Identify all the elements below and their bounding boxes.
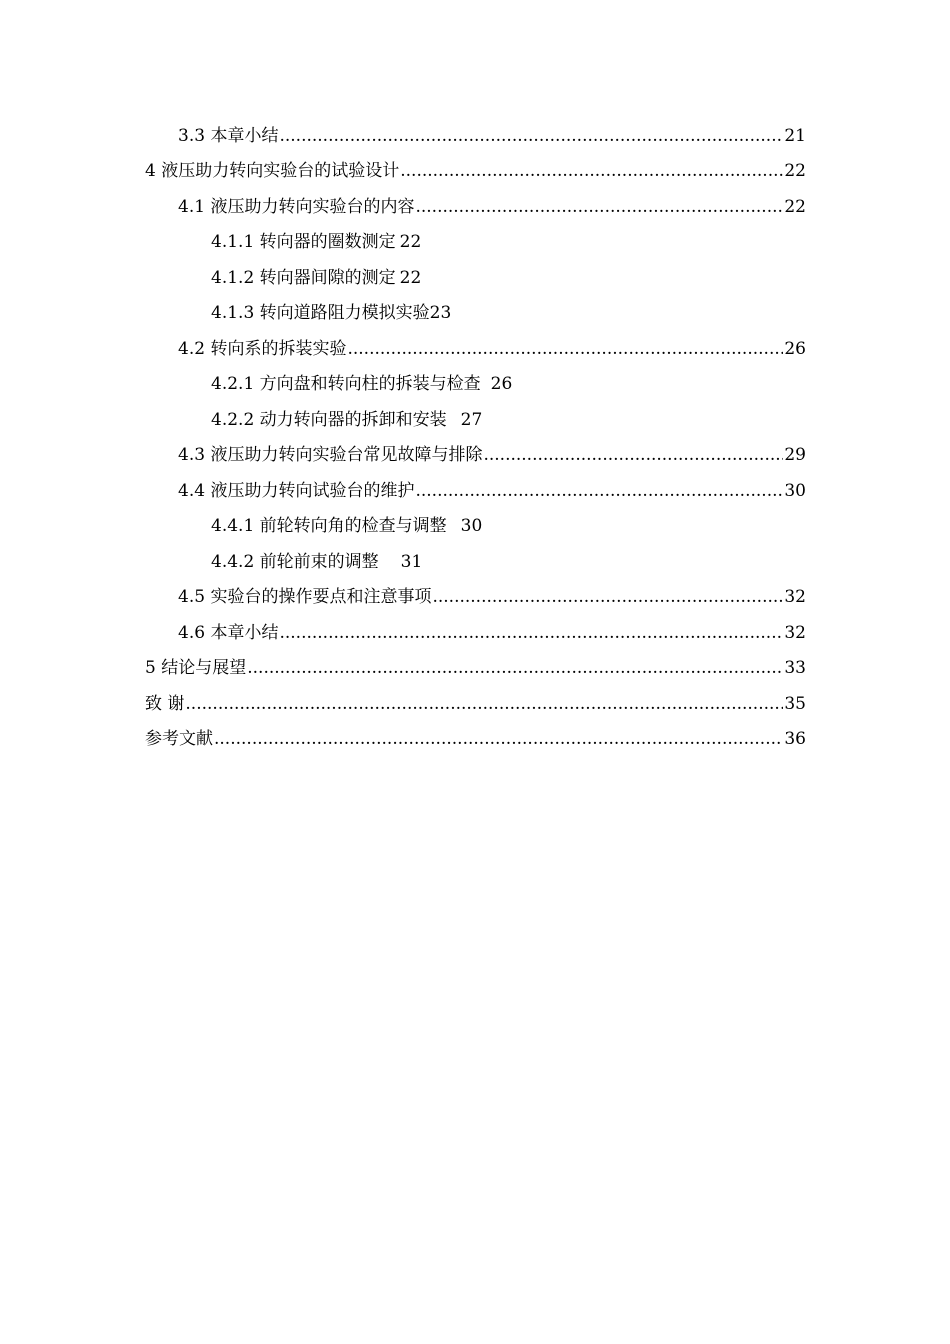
toc-entry-references[interactable] (0, 722, 806, 758)
toc-entry-4-1-3[interactable] (0, 296, 950, 332)
toc-entry-title: 4.2 转向系的拆装实验 (178, 338, 347, 359)
toc-dot-leader (415, 197, 783, 217)
toc-entry-4-2-2[interactable] (0, 402, 950, 438)
toc-dot-leader (279, 623, 783, 643)
toc-entry-title: 4.2.2 动力转向器的拆卸和安装 (211, 409, 447, 430)
toc-entry-4-4-2[interactable] (0, 544, 950, 580)
toc-entry-title: 4.1 液压助力转向实验台的内容 (178, 196, 415, 217)
toc-page-number: 26 (490, 374, 513, 395)
toc-entry-4[interactable] (0, 154, 806, 190)
toc-page-number: 27 (460, 409, 483, 430)
toc-page-number: 22 (784, 196, 806, 217)
toc-page-number: 23 (429, 303, 452, 324)
toc-entry-title: 4.4.2 前轮前束的调整 (211, 551, 379, 572)
toc-page-number: 22 (399, 232, 422, 253)
toc-dot-leader (185, 694, 783, 714)
toc-entry-4-1[interactable] (0, 189, 806, 225)
toc-entry-title: 4.1.2 转向器间隙的测定 (211, 267, 396, 288)
toc-entry-4-3[interactable] (0, 438, 806, 474)
toc-page-number: 21 (784, 125, 806, 146)
toc-page-number: 30 (460, 516, 483, 537)
toc-dot-leader (400, 161, 783, 181)
toc-entry-title: 5 结论与展望 (145, 658, 247, 679)
toc-entry-4-6[interactable] (0, 615, 806, 651)
toc-entry-3-3[interactable] (0, 118, 806, 154)
toc-page-number: 35 (784, 693, 806, 714)
toc-entry-title: 致 谢 (145, 693, 185, 714)
toc-entry-4-2-1[interactable] (0, 367, 950, 403)
toc-entry-4-1-1[interactable] (0, 225, 950, 261)
toc-page-number: 31 (400, 551, 423, 572)
toc-entry-5[interactable] (0, 651, 806, 687)
toc-entry-acknowledgements[interactable] (0, 686, 806, 722)
toc-entry-title: 4 液压助力转向实验台的试验设计 (145, 161, 400, 182)
toc-page-number: 32 (784, 587, 806, 608)
toc-entry-4-2[interactable] (0, 331, 806, 367)
table-of-contents (0, 118, 950, 757)
toc-entry-title: 4.1.1 转向器的圈数测定 (211, 232, 396, 253)
toc-page-number: 32 (784, 622, 806, 643)
toc-entry-title: 4.4.1 前轮转向角的检查与调整 (211, 516, 447, 537)
toc-entry-title: 4.4 液压助力转向试验台的维护 (178, 480, 415, 501)
toc-entry-title: 4.2.1 方向盘和转向柱的拆装与检查 (211, 374, 481, 395)
toc-dot-leader (247, 658, 783, 678)
toc-dot-leader (415, 481, 783, 501)
toc-entry-4-1-2[interactable] (0, 260, 950, 296)
toc-entry-title: 参考文献 (145, 729, 213, 750)
toc-entry-title: 4.5 实验台的操作要点和注意事项 (178, 587, 432, 608)
toc-entry-4-4[interactable] (0, 473, 806, 509)
toc-entry-4-4-1[interactable] (0, 509, 950, 545)
toc-entry-title: 4.1.3 转向道路阻力模拟实验 (211, 303, 430, 324)
toc-entry-title: 3.3 本章小结 (178, 125, 279, 146)
toc-dot-leader (432, 587, 783, 607)
toc-entry-title: 4.6 本章小结 (178, 622, 279, 643)
toc-entry-4-5[interactable] (0, 580, 806, 616)
toc-page-number: 22 (399, 267, 422, 288)
toc-page-number: 30 (784, 480, 806, 501)
toc-page-number: 26 (784, 338, 806, 359)
toc-dot-leader (279, 126, 783, 146)
toc-dot-leader (214, 729, 783, 749)
toc-page-number: 33 (784, 658, 806, 679)
toc-dot-leader (347, 339, 783, 359)
toc-page-number: 36 (784, 729, 806, 750)
toc-page-number: 22 (784, 161, 806, 182)
toc-dot-leader (483, 445, 783, 465)
toc-entry-title: 4.3 液压助力转向实验台常见故障与排除 (178, 445, 483, 466)
toc-page-number: 29 (784, 445, 806, 466)
